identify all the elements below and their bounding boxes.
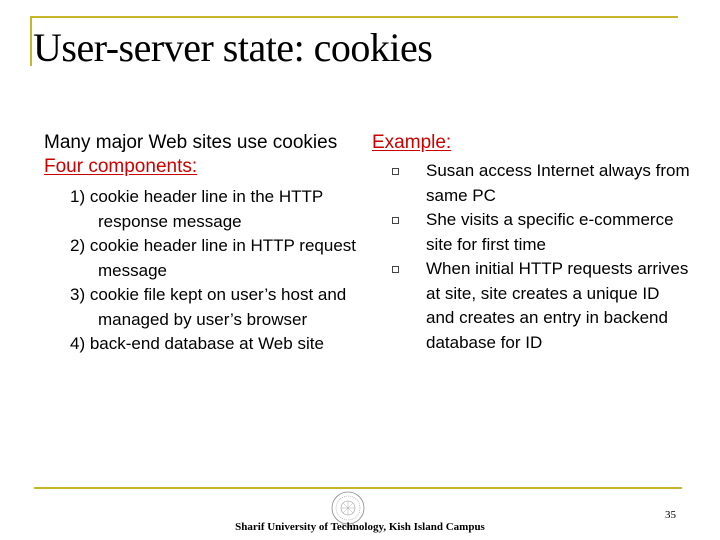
top-rule — [30, 16, 678, 18]
component-item-1: 1) cookie header line in the HTTP response message — [70, 187, 323, 231]
square-bullet-icon — [392, 168, 399, 175]
example-bullet-text: Susan access Internet always from same PC — [426, 161, 690, 205]
slide-title: User-server state: cookies — [33, 25, 433, 70]
example-bullet-text: She visits a specific e-commerce site for first time — [426, 210, 674, 254]
component-item-2: 2) cookie header line in HTTP request message — [70, 236, 357, 280]
example-bullet-text: When initial HTTP requests arrives at site, site creates a unique ID and creates an entry in backend database for ID — [426, 259, 689, 352]
example-bullet — [372, 208, 692, 257]
footer-text: Sharif University of Technology, Kish Island Campus — [235, 521, 485, 533]
components-heading: Four components: — [44, 156, 198, 177]
example-bullet-list — [372, 159, 692, 355]
left-column — [44, 131, 364, 357]
right-column — [372, 131, 692, 355]
square-bullet-icon — [392, 217, 399, 224]
example-heading: Example: — [372, 132, 452, 153]
left-rule — [30, 16, 32, 66]
component-item-3: 3) cookie file kept on user’s host and managed by user’s browser — [70, 285, 347, 329]
intro-text: Many major Web sites use cookies — [44, 132, 338, 153]
bottom-rule — [34, 487, 682, 489]
example-bullet — [372, 159, 692, 208]
page-number: 35 — [665, 509, 676, 521]
example-bullet — [372, 257, 692, 355]
square-bullet-icon — [392, 266, 399, 273]
component-item-4: 4) back-end database at Web site — [70, 334, 324, 353]
